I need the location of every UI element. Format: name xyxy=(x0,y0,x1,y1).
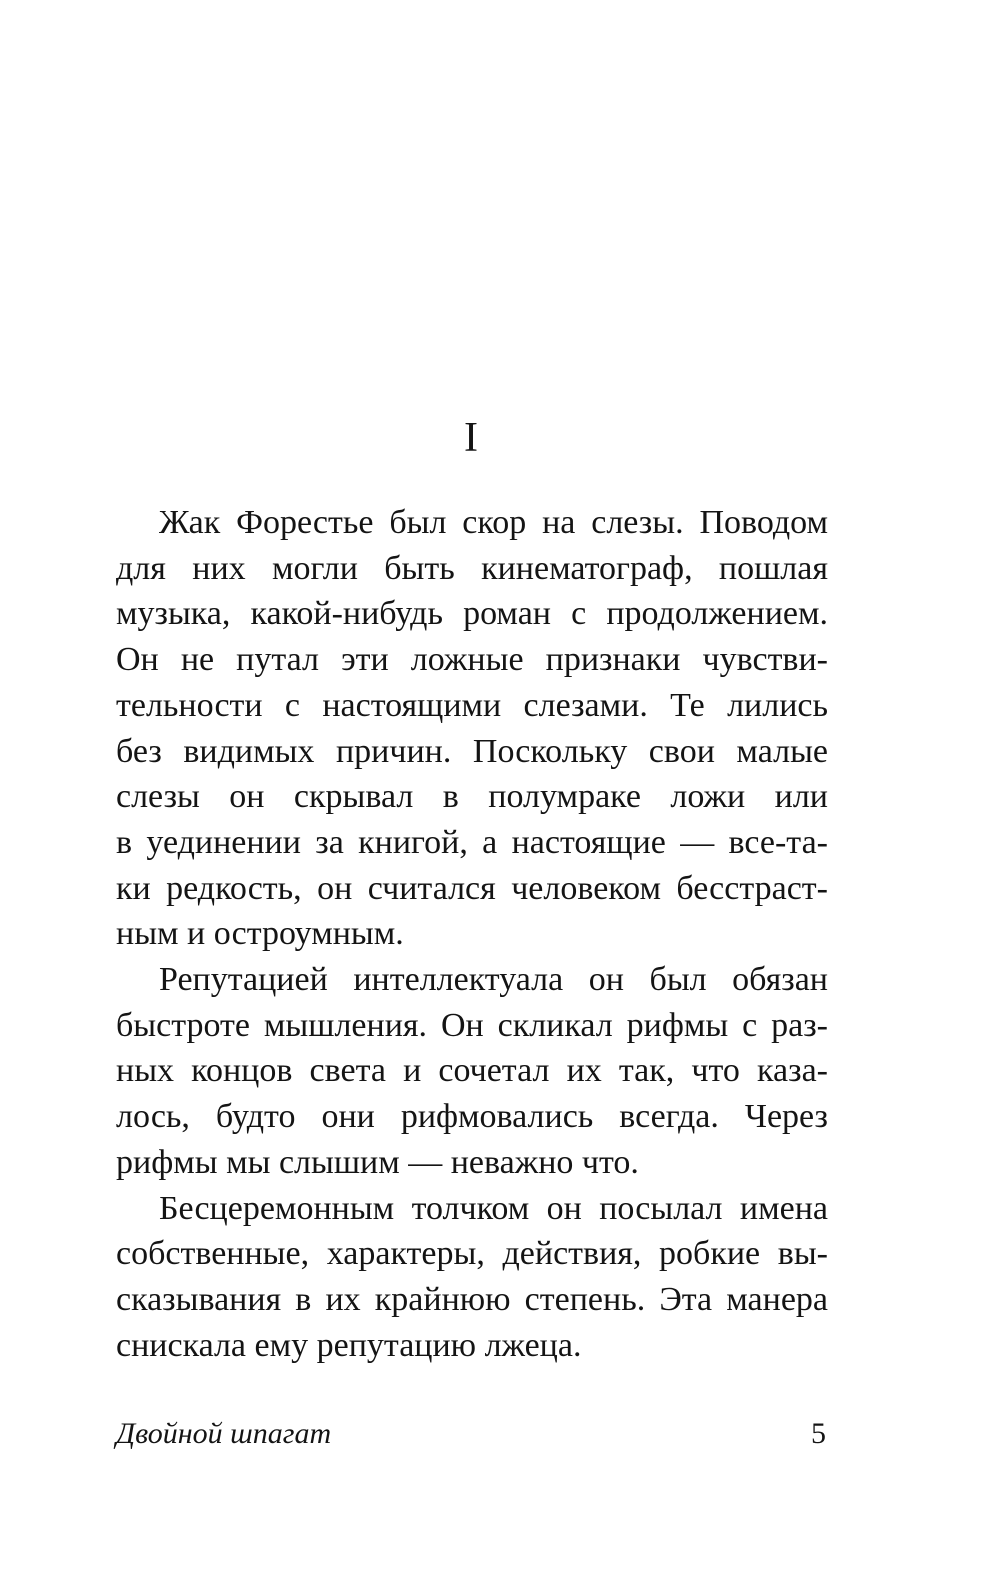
text-line: без видимых причин. Поскольку свои малые xyxy=(116,732,828,770)
text-line: снискала ему репутацию лжеца. xyxy=(116,1326,582,1364)
text-line: Репутацией интеллектуала он был обязан xyxy=(159,961,828,999)
text-line: ным и остроумным. xyxy=(116,915,404,953)
text-line: Он не путал эти ложные признаки чувстви- xyxy=(116,641,828,679)
text-line: ных концов света и сочетал их так, что каза- xyxy=(116,1052,828,1090)
text-line: для них могли быть кинематограф, пошлая xyxy=(116,549,828,587)
text-line: музыка, какой-нибудь роман с продолжением. xyxy=(116,595,828,633)
text-line: слезы он скрывал в полумраке ложи или xyxy=(116,778,828,816)
text-line: ки редкость, он считался человеком бесстраст- xyxy=(116,869,828,907)
text-line: сказывания в их крайнюю степень. Эта манера xyxy=(116,1280,828,1318)
paragraph-1 xyxy=(116,500,828,957)
paragraph-2 xyxy=(116,957,828,1186)
text-line: в уединении за книгой, а настоящие — все-та- xyxy=(116,823,828,861)
body-text xyxy=(116,500,828,1368)
text-line: собственные, характеры, действия, робкие вы- xyxy=(116,1235,828,1273)
text-line: быстроте мышления. Он скликал рифмы с раз- xyxy=(116,1006,828,1044)
page-number: 5 xyxy=(811,1417,826,1450)
chapter-number: I xyxy=(464,415,478,461)
text-line: рифмы мы слышим — неважно что. xyxy=(116,1143,639,1181)
running-footer-title: Двойной шпагат xyxy=(116,1417,332,1450)
text-line: тельности с настоящими слезами. Те лились xyxy=(116,686,828,724)
text-line: Бесцеремонным толчком он посылал имена xyxy=(159,1189,828,1227)
text-line: лось, будто они рифмовались всегда. Через xyxy=(116,1098,828,1136)
text-line: Жак Форестье был скор на слезы. Поводом xyxy=(159,504,828,541)
paragraph-3 xyxy=(116,1186,828,1369)
